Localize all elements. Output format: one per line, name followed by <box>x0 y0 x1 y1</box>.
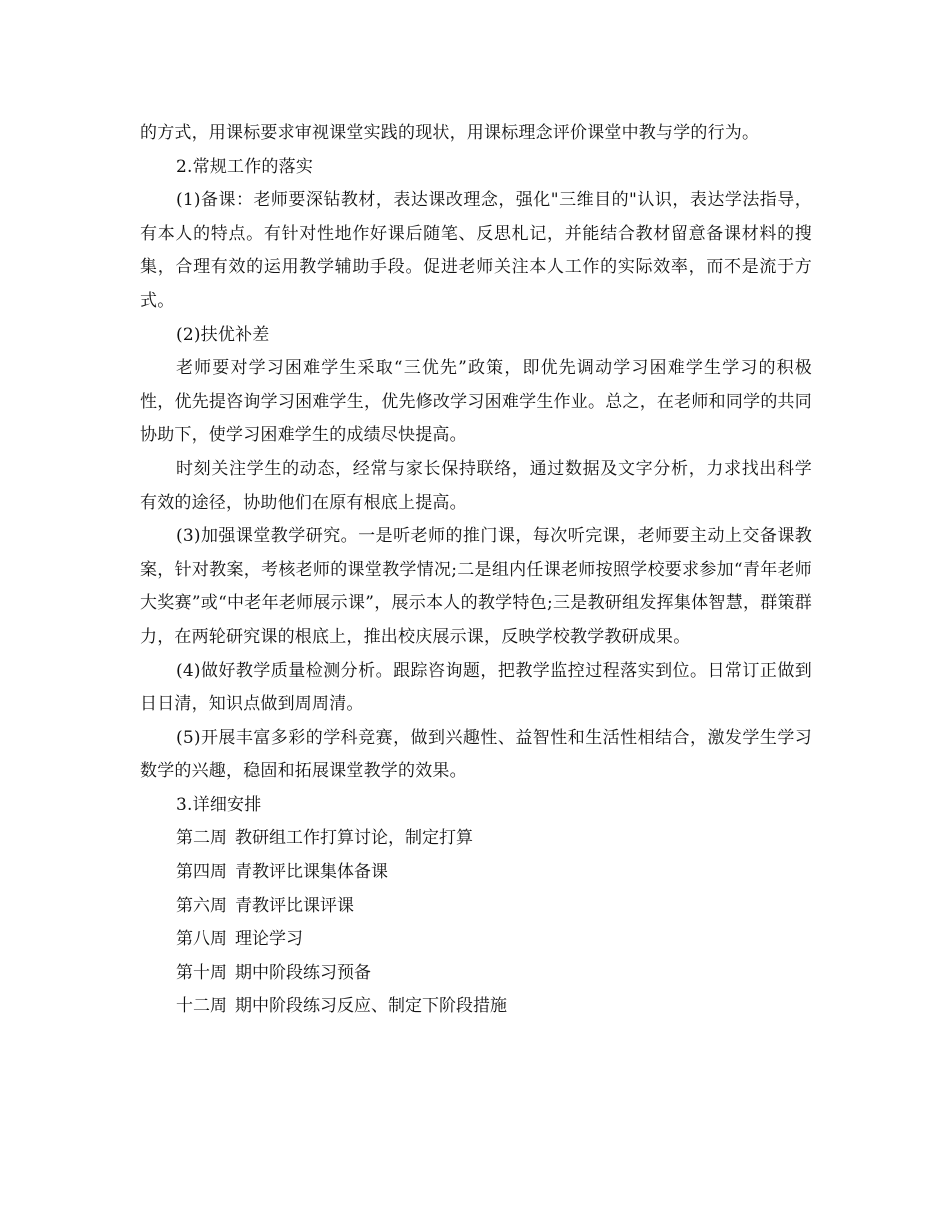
schedule-week: 十二周 <box>176 996 227 1017</box>
paragraph: (4)做好教学质量检测分析。跟踪咨询题，把教学监控过程落实到位。日常订正做到日日清，知识点做到周周清。 <box>140 660 812 715</box>
schedule-task: 教研组工作打算讨论，制定打算 <box>235 828 473 849</box>
schedule-task: 青教评比课评课 <box>235 895 354 916</box>
schedule-week: 第六周 <box>176 895 227 916</box>
schedule-list <box>140 822 812 1024</box>
schedule-item <box>140 957 812 991</box>
schedule-week: 第四周 <box>176 862 227 883</box>
schedule-task: 期中阶段练习预备 <box>235 962 371 983</box>
document-page <box>140 117 812 1024</box>
section-heading: 2.常规工作的落实 <box>176 156 314 177</box>
schedule-week: 第二周 <box>176 828 227 849</box>
schedule-item <box>140 856 812 890</box>
schedule-task: 理论学习 <box>235 929 303 950</box>
schedule-item <box>140 990 812 1024</box>
paragraph: (3)加强课堂教学研究。一是听老师的推门课，每次听完课，老师要主动上交备课教案，针对教案，考核老师的课堂教学情况;二是组内任课老师按照学校要求参加“青年老师大奖赛”或“中老年老师展示课”，展示本人的教学特色;三是教研组发挥集体智慧，群策群力，在两轮研究课的根底上，推出校庆展示课，反映学校教学教研成果。 <box>140 526 812 647</box>
schedule-task: 青教评比课集体备课 <box>235 862 388 883</box>
subsection-heading: (2)扶优补差 <box>176 324 270 345</box>
schedule-week: 第八周 <box>176 929 227 950</box>
schedule-task: 期中阶段练习反应、制定下阶段措施 <box>235 996 507 1017</box>
paragraph: (1)备课：老师要深钻教材，表达课改理念，强化"三维目的"认识，表达学法指导，有本人的特点。有针对性地作好课后随笔、反思札记，并能结合教材留意备课材料的搜集，合理有效的运用教学辅助手段。促进老师关注本人工作的实际效率，而不是流于方式。 <box>140 190 812 311</box>
schedule-week: 第十周 <box>176 962 227 983</box>
paragraph: 老师要对学习困难学生采取“三优先”政策，即优先调动学习困难学生学习的积极性，优先提咨询学习困难学生，优先修改学习困难学生作业。总之，在老师和同学的共同协助下，使学习困难学生的成绩尽快提高。 <box>140 358 812 446</box>
schedule-item <box>140 890 812 924</box>
paragraph: 时刻关注学生的动态，经常与家长保持联络，通过数据及文字分析，力求找出科学有效的途径，协助他们在原有根底上提高。 <box>140 458 812 513</box>
paragraph: 的方式，用课标要求审视课堂实践的现状，用课标理念评价课堂中教与学的行为。 <box>140 123 760 143</box>
paragraph: (5)开展丰富多彩的学科竞赛，做到兴趣性、益智性和生活性相结合，激发学生学习数学的兴趣，稳固和拓展课堂教学的效果。 <box>140 727 812 782</box>
section-heading: 3.详细安排 <box>176 794 262 815</box>
schedule-item <box>140 923 812 957</box>
schedule-item <box>140 822 812 856</box>
